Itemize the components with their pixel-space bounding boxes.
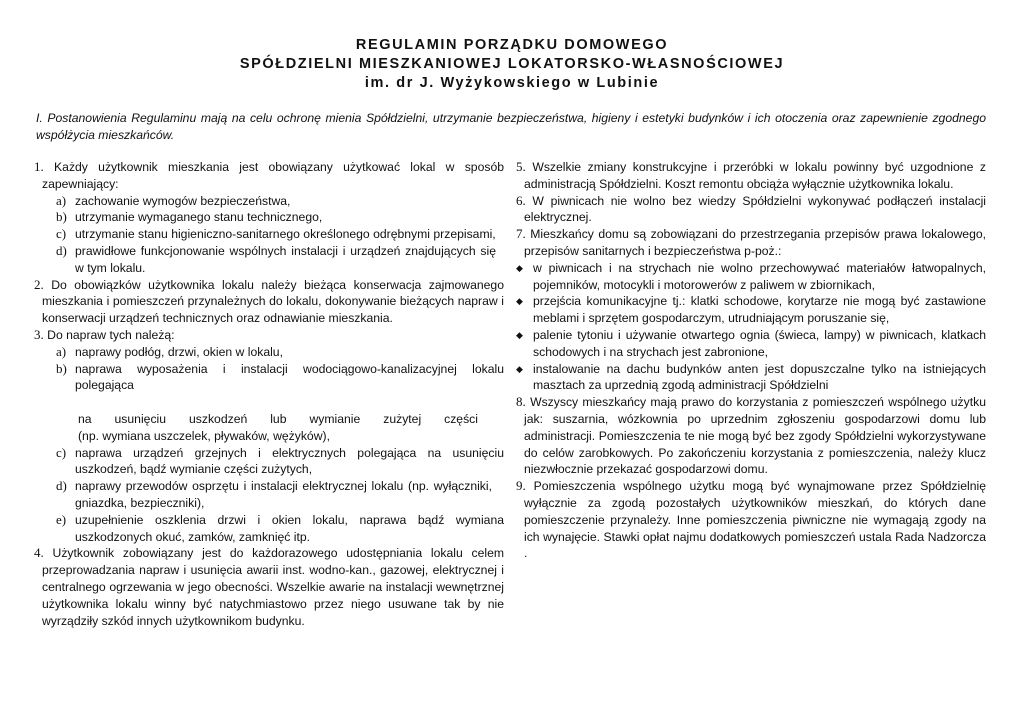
list-label: c): [56, 226, 67, 242]
paragraph-text: Pomieszczenia wspólnego użytku mogą być wynajmowane przez Spółdzielnię wyłącznie za zgodą pozostałych użytkowników mieszkań, do których dane pomieszczenie przynależy. Inne pomieszczenia piwniczne nie wymagają zgody na ich wynajęcie. Stawki opłat najmu dodatkowych pomieszczeń ustala Rada Nadzorcza .: [524, 479, 986, 561]
paragraph-text: Do obowiązków użytkownika lokalu należy bieżąca konserwacja zajmowanego mieszkania i pomieszczeń przynależnych do lokalu, dokonywanie bieżących napraw i konserwacji urządzeń technicznych oraz odnawianie mieszkania.: [42, 277, 504, 326]
list-text: prawidłowe funkcjonowanie wspólnych instalacji i urządzeń znajdujących się w tym lokalu.: [75, 243, 496, 275]
paragraph-5: [516, 159, 986, 193]
list-text: zachowanie wymogów bezpieczeństwa,: [75, 193, 291, 208]
list-item: [34, 226, 504, 243]
list-text: naprawa urządzeń grzejnych i elektrycznych polegająca na usunięciu uszkodzeń, bądź wymianie części zużytych,: [75, 445, 504, 477]
paragraph-number: 2.: [34, 276, 44, 292]
list-item: [34, 344, 504, 361]
paragraph-number: 8.: [516, 394, 526, 410]
document-title-line-3: im. dr J. Wyżykowskiego w Lubinie: [364, 75, 660, 91]
list-text: utrzymanie stanu higieniczno-sanitarnego określonego odrębnymi przepisami,: [75, 227, 496, 242]
paragraph-4: [34, 545, 504, 629]
paragraph-text: Każdy użytkownik mieszkania jest obowiązany użytkować lokal w sposób zapewniający:: [42, 160, 505, 191]
bullet-item: [516, 260, 986, 294]
paragraph-7: [516, 226, 986, 260]
paragraph-number: 1.: [34, 159, 44, 174]
paragraph-number: 6.: [516, 192, 526, 208]
intro-paragraph: I. Postanowienia Regulaminu mają na celu ochronę mienia Spółdzielni, utrzymanie bezpieczeństwa, higieny i estetyki budynków i ich otoczenia oraz zapewnienie zgodnego współżycia mieszkańców.: [36, 111, 986, 142]
list-item: [34, 209, 504, 226]
paragraph-text: W piwnicach nie wolno bez wiedzy Spółdzielni wykonywać podłączeń instalacji elektrycznej.: [524, 193, 986, 225]
bullet-text: przejścia komunikacyjne tj.: klatki schodowe, korytarze nie mogą być zastawione meblami i sprzętem gospodarczym, utrudniającym poruszanie się,: [533, 294, 986, 326]
list-item: [34, 445, 504, 479]
list-label: e): [56, 511, 67, 527]
list-label: d): [56, 478, 67, 494]
paragraph-text: Do napraw tych należą:: [47, 327, 175, 342]
diamond-bullet-icon: ◆: [516, 363, 523, 374]
paragraph-number: 3.: [34, 326, 44, 342]
paragraph-3: [34, 327, 504, 344]
list-text: naprawy podłóg, drzwi, okien w lokalu,: [75, 344, 283, 359]
bullet-text: palenie tytoniu i używanie otwartego ognia (świeca, lampy) w piwnicach, klatkach schodowych i na strychach jest zabronione,: [533, 327, 986, 359]
list-item: [34, 361, 504, 395]
paragraph-number: 7.: [516, 226, 526, 242]
paragraph-text: Wszelkie zmiany konstrukcyjne i przeróbki w lokalu powinny być uzgodnione z administracją Spółdzielni. Koszt remontu obciąża wyłącznie użytkownika lokalu.: [524, 160, 986, 191]
diamond-bullet-icon: ◆: [516, 262, 523, 273]
paragraph-6: [516, 193, 986, 227]
list-item: [34, 478, 504, 512]
document-title-line-1: REGULAMIN PORZĄDKU DOMOWEGO: [355, 37, 669, 53]
list-label: c): [56, 444, 67, 460]
bullet-item: [516, 361, 986, 395]
paragraph-1: [34, 159, 504, 193]
paragraph-number: 9.: [516, 478, 526, 494]
list-label: d): [56, 242, 67, 258]
list-label: b): [56, 360, 67, 376]
paragraph-text: Wszyscy mieszkańcy mają prawo do korzystania z pomieszczeń wspólnego użytku jak: suszarnia, wózkownia po uprzednim zgłoszeniu gospodarzowi domu lub administracji. Pomieszczenia te nie mogą być bez zgody Spółdzielni wykorzystywane do celów zarobkowych. Po zakończeniu korzystania z pomieszczenia, należy klucz niezwłocznie przekazać gospodarzowi domu.: [524, 395, 986, 477]
paragraph-2: [34, 277, 504, 327]
list-item-continuation: (np. wymiana uszczelek, pływaków, wężyków),: [78, 428, 330, 443]
paragraph-8: [516, 394, 986, 478]
list-text: naprawy przewodów osprzętu i instalacji elektrycznej lokalu (np. wyłączniki, gniazdka, bezpieczniki),: [75, 479, 492, 510]
list-text: uzupełnienie oszklenia drzwi i okien lokalu, naprawa bądź wymiana uszkodzonych okuć, zamków, zamknięć itp.: [75, 512, 504, 544]
paragraph-number: 5.: [516, 159, 526, 174]
document-title-line-2: SPÓŁDZIELNI MIESZKANIOWEJ LOKATORSKO-WŁASNOŚCIOWEJ: [239, 56, 785, 72]
bullet-item: [516, 327, 986, 361]
list-text: utrzymanie wymaganego stanu technicznego,: [75, 210, 323, 225]
diamond-bullet-icon: ◆: [516, 329, 523, 340]
paragraph-number: 4.: [34, 545, 44, 561]
list-item-continuation: na usunięciu uszkodzeń lub wymianie zużytej części: [78, 411, 478, 426]
list-item: [34, 512, 504, 546]
list-text: naprawa wyposażenia i instalacji wodociągowo-kanalizacyjnej lokalu polegająca: [75, 361, 504, 393]
right-column: [516, 159, 986, 562]
paragraph-text: Użytkownik zobowiązany jest do każdorazowego udostępniania lokalu celem przeprowadzania napraw i usunięcia awarii inst. wodno-kan., gazowej, elektrycznej i centralnego ogrzewania w jego obecności. Wszelkie awarie na instalacji wewnętrznej użytkownika lokalu winny być natychmiastowo przez niego usuwane tak by nie wyrządziły szkód innych użytkownikom budynku.: [42, 546, 505, 628]
list-label: b): [56, 209, 67, 225]
left-column: [34, 159, 504, 629]
list-item: [34, 243, 504, 277]
diamond-bullet-icon: ◆: [516, 296, 523, 307]
bullet-text: instalowanie na dachu budynków anten jest dopuszczalne tylko na istniejących masztach za uprzednią zgodą administracji Spółdzielni: [533, 361, 986, 393]
spacer: [34, 394, 504, 411]
bullet-item: [516, 293, 986, 327]
paragraph-9: [516, 478, 986, 562]
list-label: a): [56, 192, 67, 208]
list-item: [34, 193, 504, 210]
paragraph-text: Mieszkańcy domu są zobowiązani do przestrzegania przepisów prawa lokalowego, przepisów sanitarnych i bezpieczeństwa p-poż.:: [524, 227, 987, 258]
list-label: a): [56, 343, 67, 359]
bullet-text: w piwnicach i na strychach nie wolno przechowywać materiałów łatwopalnych, pojemników, motocykli i motorowerów z paliwem w zbiornikach,: [533, 260, 986, 292]
